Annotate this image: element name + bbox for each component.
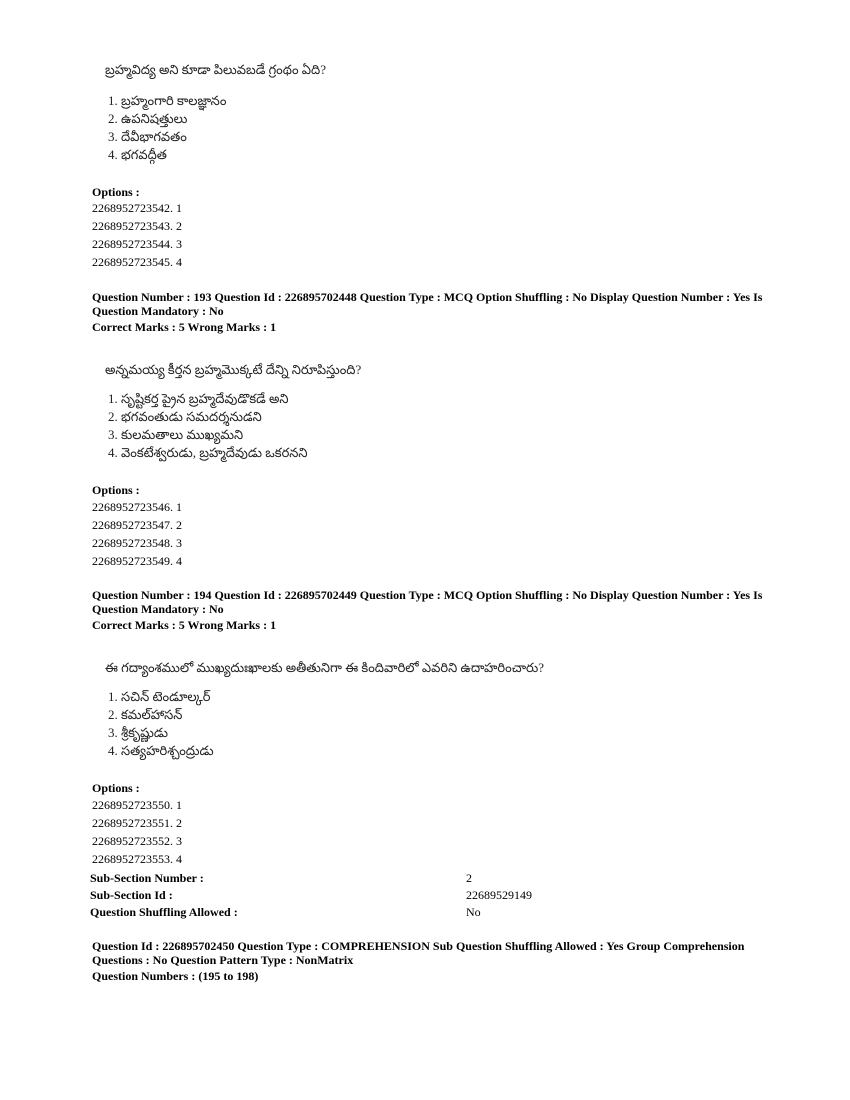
comprehension-header: Question Id : 226895702450 Question Type : COMPREHENSION Sub Question Shuffling Allowed : Yes Group Comprehension Questions : No Question Pattern Type : NonMatrix: [92, 939, 745, 967]
choice-3: 3. దేవీభాగవతం: [108, 129, 187, 144]
subsection-id-value: 22689529149: [466, 888, 532, 902]
option-id: 2268952723553. 4: [92, 852, 182, 866]
option-id: 2268952723542. 1: [92, 201, 182, 215]
shuffle-value: No: [466, 905, 481, 919]
option-ids: [92, 498, 182, 570]
choice-2: 2. కమల్‌హాసన్: [108, 707, 183, 722]
choice-4: 4. భగవద్గీత: [108, 147, 167, 162]
subsection-number-value: 2: [466, 871, 472, 885]
option-id: 2268952723547. 2: [92, 518, 182, 532]
options-label: Options :: [92, 483, 140, 497]
option-id: 2268952723549. 4: [92, 554, 182, 568]
question-header: Question Number : 193 Question Id : 226895702448 Question Type : MCQ Option Shuffling : No Display Question Number : Yes Is Question Mandatory : No: [92, 290, 763, 318]
marks-line: Correct Marks : 5 Wrong Marks : 1: [92, 618, 277, 632]
question-text: ఈ గద్యాంశములో ముఖ్యదుఃఖాలకు అతీతునిగా ఈ కిందివారిలో ఎవరిని ఉదాహరించారు?: [105, 660, 545, 675]
choice-4: 4. వెంకటేశ్వరుడు, బ్రహ్మదేవుడు ఒకరనని: [108, 445, 308, 460]
option-ids: [92, 796, 182, 868]
choice-1: 1. సృష్టికర్త ప్రైన బ్రహ్మదేవుడొకడే అని: [108, 391, 289, 406]
choice-1: 1. బ్రహ్మంగారి కాలజ్ఞానం: [108, 93, 227, 108]
answer-choices: [108, 688, 214, 760]
options-label: Options :: [92, 781, 140, 795]
answer-choices: [108, 92, 226, 164]
subsection-id-label: Sub-Section Id :: [90, 888, 173, 902]
option-id: 2268952723546. 1: [92, 500, 182, 514]
option-id: 2268952723550. 1: [92, 798, 182, 812]
choice-2: 2. భగవంతుడు సమదర్శనుడని: [108, 409, 262, 424]
choice-3: 3. కులమతాలు ముఖ్యమని: [108, 427, 244, 442]
answer-choices: [108, 390, 308, 462]
shuffle-label: Question Shuffling Allowed :: [90, 905, 238, 919]
choice-1: 1. సచిన్ టెండూల్కర్: [108, 689, 211, 704]
option-id: 2268952723543. 2: [92, 219, 182, 233]
marks-line: Correct Marks : 5 Wrong Marks : 1: [92, 320, 277, 334]
choice-3: 3. శ్రీకృష్ణుడు: [108, 725, 169, 740]
option-ids: [92, 199, 182, 271]
subsection-number-label: Sub-Section Number :: [90, 871, 204, 885]
options-label: Options :: [92, 185, 140, 199]
option-id: 2268952723551. 2: [92, 816, 182, 830]
choice-2: 2. ఉపనిషత్తులు: [108, 111, 188, 126]
question-text: అన్నమయ్య కీర్తన బ్రహ్మమొక్కటే దేన్ని నిరూపిస్తుంది?: [105, 362, 362, 377]
question-text: బ్రహ్మవిద్య అని కూడా పిలువబడే గ్రంథం ఏది?: [105, 62, 326, 77]
option-id: 2268952723548. 3: [92, 536, 182, 550]
choice-4: 4. సత్యహరిశ్చంద్రుడు: [108, 743, 214, 758]
question-numbers: Question Numbers : (195 to 198): [92, 969, 259, 983]
question-header: Question Number : 194 Question Id : 226895702449 Question Type : MCQ Option Shuffling : No Display Question Number : Yes Is Question Mandatory : No: [92, 588, 763, 616]
option-id: 2268952723544. 3: [92, 237, 182, 251]
option-id: 2268952723552. 3: [92, 834, 182, 848]
option-id: 2268952723545. 4: [92, 255, 182, 269]
